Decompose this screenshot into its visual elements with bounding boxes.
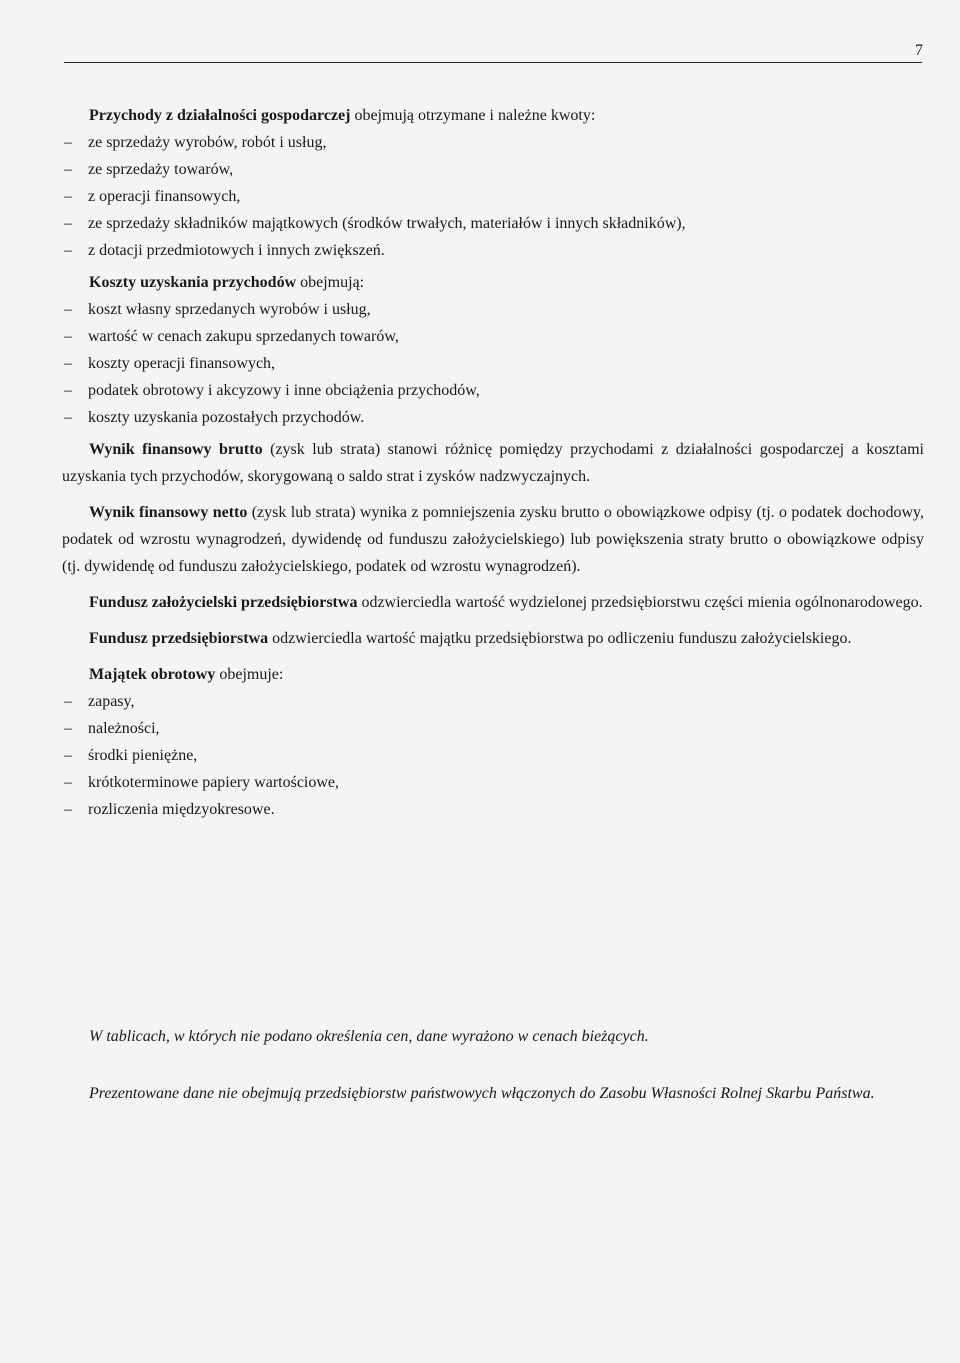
list-item: – z operacji finansowych,	[62, 183, 924, 210]
list-item: – koszty uzyskania pozostałych przychodów.	[62, 404, 924, 431]
current-assets-lead-text: obejmuje:	[215, 666, 284, 683]
net-result-text: (zysk lub strata) wynika z pomniejszenia zysku brutto o obowiązkowe odpisy (tj. o podatek dochodowy, podatek od wzrostu wynagrodzeń, dywidendę od funduszu założycielskiego) lub powiększenia straty brutto o obowiązkowe odpisy (tj. dywidendę od funduszu założycielskiego, podatek od wzrostu wynagrodzeń).	[62, 504, 924, 575]
page-number: 7	[915, 42, 923, 59]
costs-lead-text: obejmują:	[296, 274, 365, 291]
income-list	[62, 129, 924, 264]
income-lead-text: obejmują otrzymane i należne kwoty:	[350, 107, 596, 124]
founding-fund-text: odzwierciedla wartość wydzielonej przedsiębiorstwu części mienia ogólnonarodowego.	[357, 594, 923, 611]
gross-result-text: (zysk lub strata) stanowi różnicę pomiędzy przychodami z działalności gospodarczej a kosztami uzyskania tych przychodów, skorygowaną o saldo strat i zysków nadzwyczajnych.	[62, 441, 924, 485]
list-item: – z dotacji przedmiotowych i innych zwiększeń.	[62, 237, 924, 264]
costs-list	[62, 296, 924, 431]
list-item: – krótkoterminowe papiery wartościowe,	[62, 769, 924, 796]
list-item: – zapasy,	[62, 688, 924, 715]
list-item: – wartość w cenach zakupu sprzedanych towarów,	[62, 323, 924, 350]
note-scope: Prezentowane dane nie obejmują przedsiębiorstw państwowych włączonych do Zasobu Własności Rolnej Skarbu Państwa.	[89, 1085, 875, 1102]
enterprise-fund-text: odzwierciedla wartość majątku przedsiębiorstwa po odliczeniu funduszu założycielskiego.	[268, 630, 852, 647]
current-assets-list	[62, 688, 924, 823]
gross-result-paragraph	[62, 436, 924, 490]
current-assets-lead	[62, 661, 924, 688]
net-result-paragraph	[62, 499, 924, 580]
income-lead	[62, 102, 924, 129]
list-item: – podatek obrotowy i akcyzowy i inne obciążenia przychodów,	[62, 377, 924, 404]
list-item: – ze sprzedaży składników majątkowych (środków trwałych, materiałów i innych składników),	[62, 210, 924, 237]
founding-fund-term: Fundusz założycielski przedsiębiorstwa	[89, 594, 358, 611]
list-item: – ze sprzedaży towarów,	[62, 156, 924, 183]
list-item: – koszt własny sprzedanych wyrobów i usług,	[62, 296, 924, 323]
list-item: – koszty operacji finansowych,	[62, 350, 924, 377]
note-prices: W tablicach, w których nie podano określenia cen, dane wyrażono w cenach bieżących.	[89, 1028, 649, 1045]
founding-fund-paragraph	[62, 589, 924, 616]
list-item: – rozliczenia międzyokresowe.	[62, 796, 924, 823]
gross-result-term: Wynik finansowy brutto	[89, 441, 263, 458]
footnotes	[62, 1022, 924, 1108]
costs-lead	[62, 269, 924, 296]
current-assets-term: Majątek obrotowy	[89, 666, 216, 683]
net-result-term: Wynik finansowy netto	[89, 504, 248, 521]
income-term: Przychody z działalności gospodarczej	[89, 107, 351, 124]
enterprise-fund-term: Fundusz przedsiębiorstwa	[89, 630, 269, 647]
list-item: – należności,	[62, 715, 924, 742]
header-rule	[64, 62, 922, 63]
list-item: – ze sprzedaży wyrobów, robót i usług,	[62, 129, 924, 156]
enterprise-fund-paragraph	[62, 625, 924, 652]
definitions-content	[62, 102, 924, 823]
list-item: – środki pieniężne,	[62, 742, 924, 769]
costs-term: Koszty uzyskania przychodów	[89, 274, 297, 291]
